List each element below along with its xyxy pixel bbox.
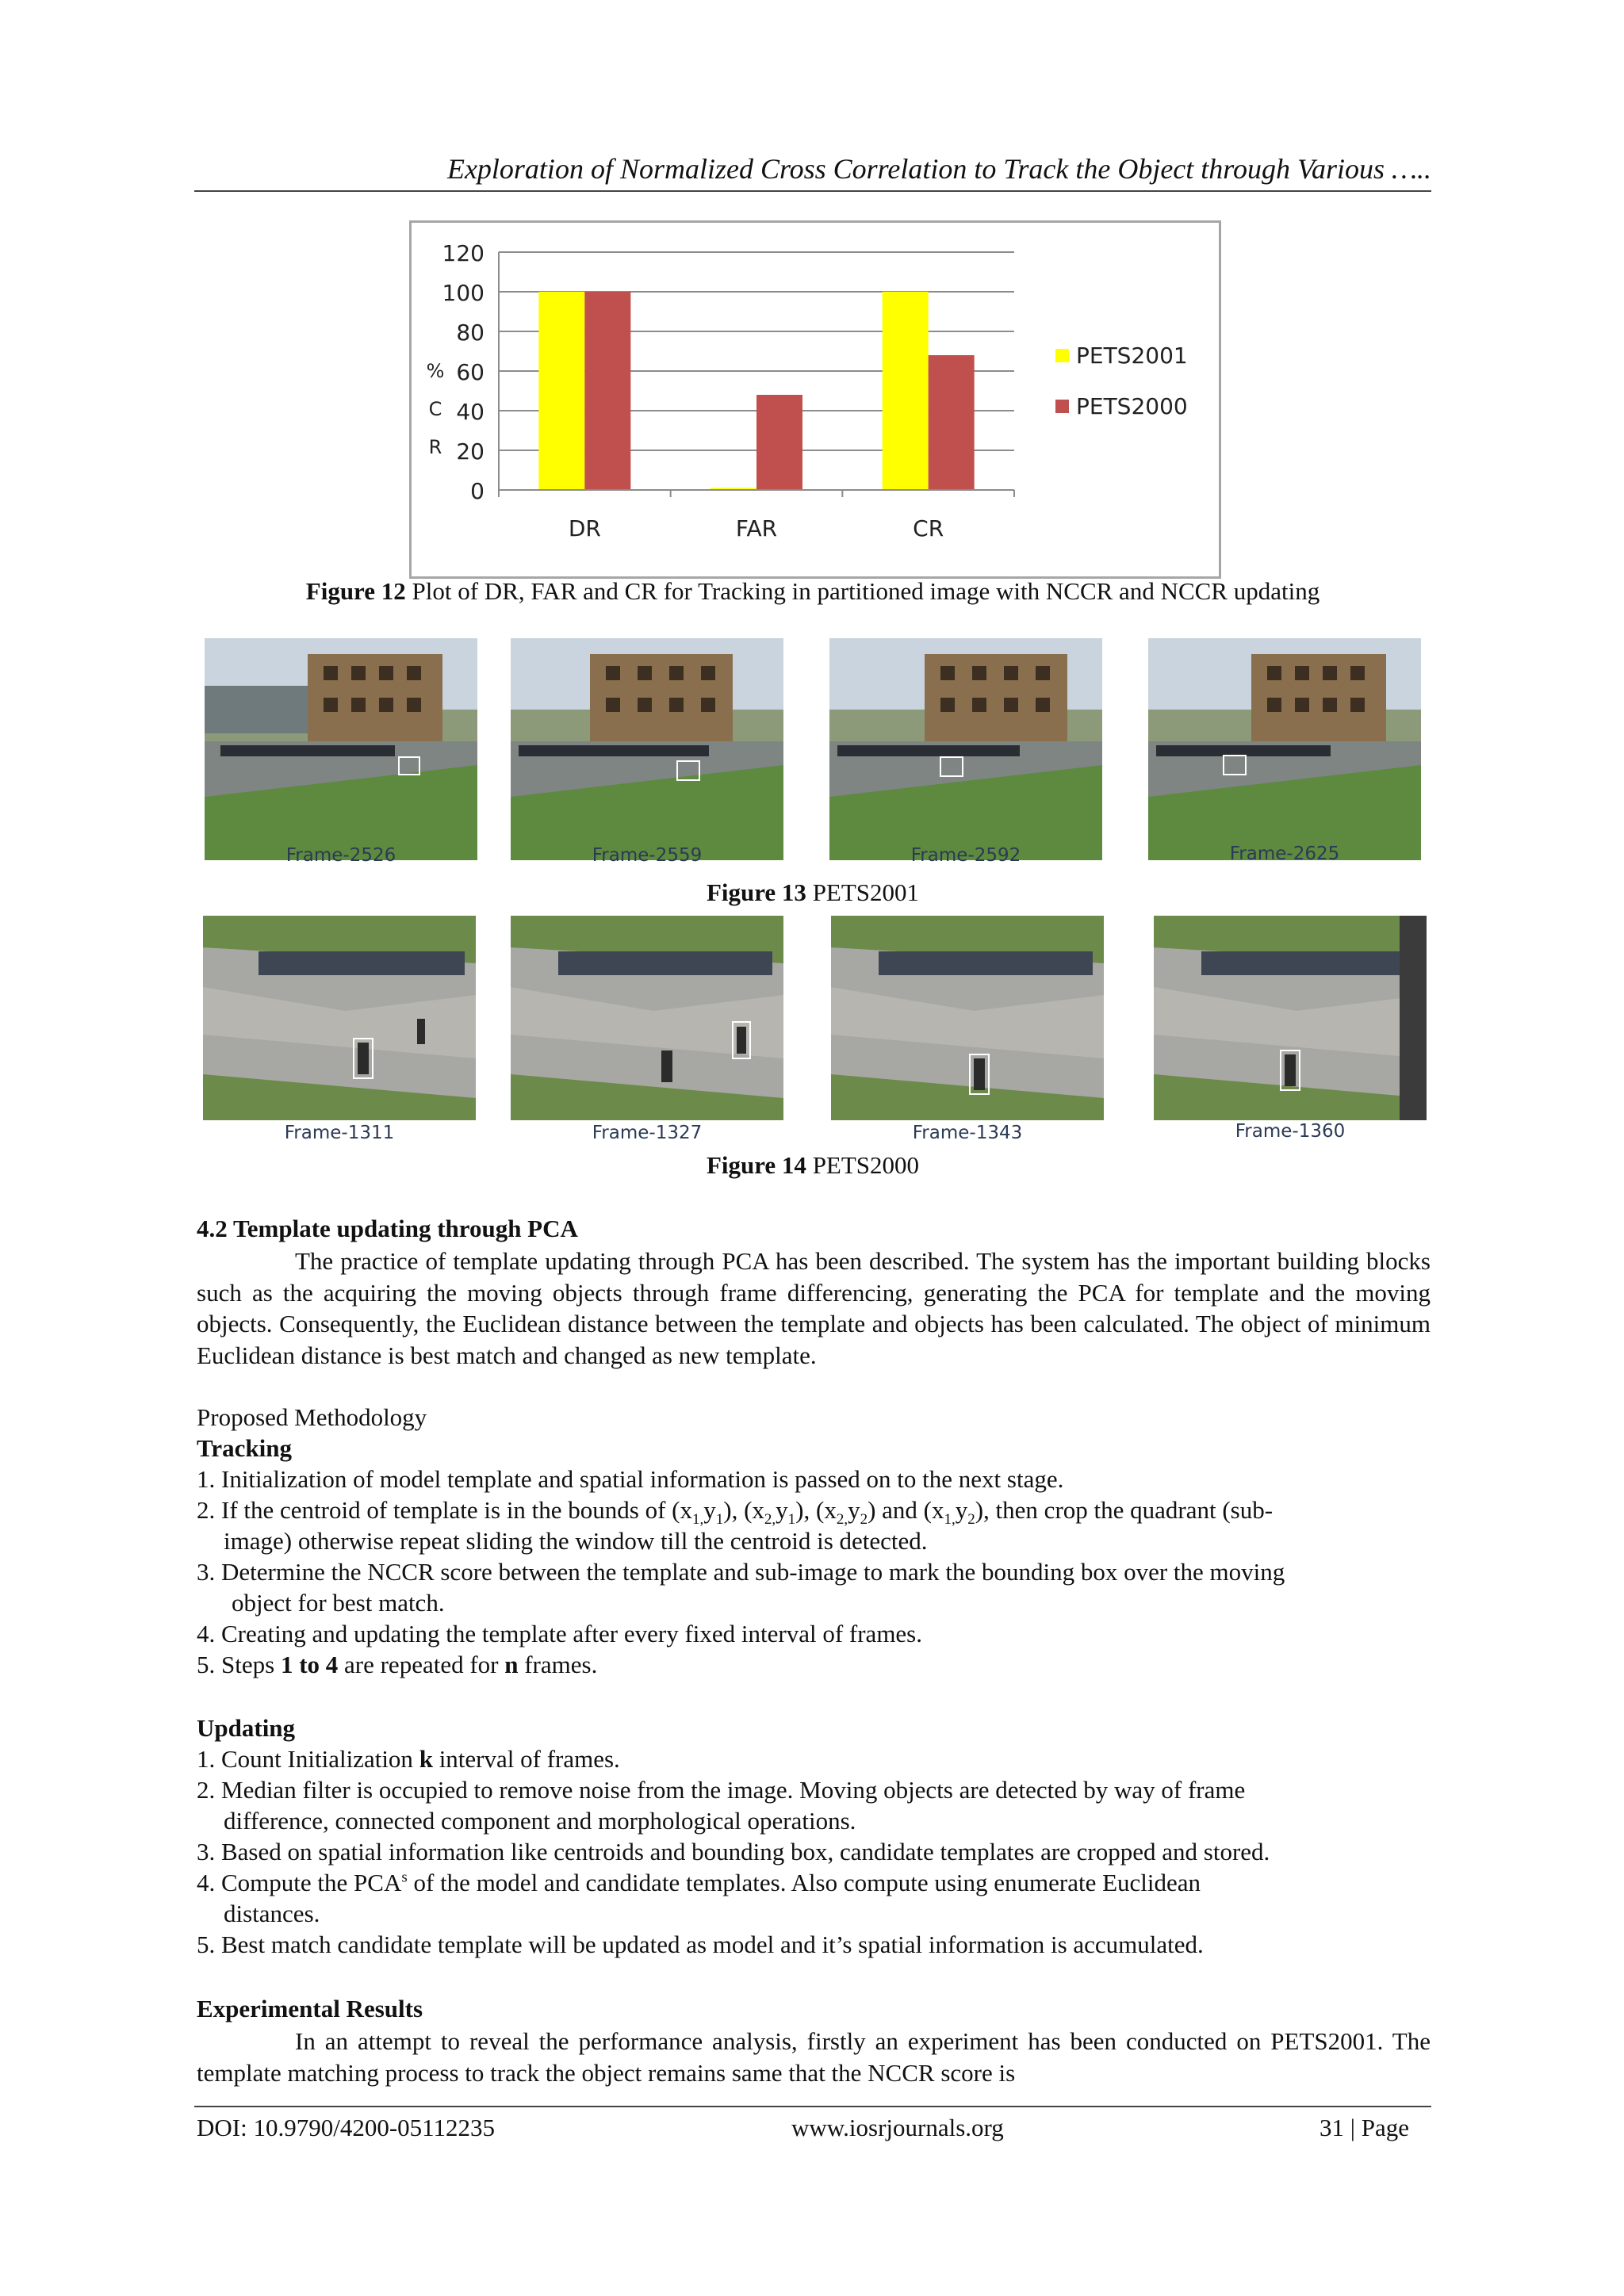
- running-header: Exploration of Normalized Cross Correlation to Track the Object through Various …..: [446, 153, 1431, 185]
- frame-label: Frame-2592: [910, 845, 1021, 866]
- tracking-step-3-cont: object for best match.: [232, 1589, 445, 1617]
- frame-label: Frame-1360: [1235, 1121, 1346, 1142]
- figure-12-caption: Figure 12 Plot of DR, FAR and CR for Tracking in partitioned image with NCCR and NCCR updating: [305, 577, 1320, 605]
- y-tick-label: 0: [470, 478, 485, 504]
- updating-step-5: 5. Best match candidate template will be updated as model and it’s spatial information is accumulated.: [197, 1931, 1204, 1958]
- frame-label: Frame-2526: [285, 845, 396, 866]
- pets2001-frame-image: [829, 638, 1102, 860]
- legend-label: PETS2000: [1076, 393, 1188, 419]
- results-paragraph: In an attempt to reveal the performance analysis, firstly an experiment has been conducted on PETS2001. The template matching process to track the object remains same that the NCCR score is: [197, 2027, 1431, 2087]
- pets2001-frame-image: [1148, 638, 1421, 860]
- x-tick-label: FAR: [735, 515, 778, 541]
- section-paragraph: The practice of template updating through PCA has been described. The system has the important building blocks such as the acquiring the moving objects through frame differencing, generating the PCA for template and the moving objects. Consequently, the Euclidean distance between the template and objects has been calculated. The object of minimum Euclidean distance is best match and changed as new template.: [197, 1247, 1431, 1369]
- frame-label: Frame-2625: [1229, 844, 1340, 864]
- updating-step-2-cont: difference, connected component and morphological operations.: [224, 1807, 856, 1835]
- frame-label: Frame-1343: [912, 1123, 1023, 1143]
- legend-label: PETS2001: [1076, 342, 1188, 369]
- updating-step-4-cont: distances.: [224, 1900, 320, 1927]
- tracking-step-2-cont: image) otherwise repeat sliding the window till the centroid is detected.: [224, 1527, 928, 1555]
- updating-step-1: 1. Count Initialization k interval of frames.: [197, 1745, 620, 1773]
- bar: [538, 292, 584, 490]
- y-axis-label: %: [426, 360, 445, 382]
- y-axis-label: C: [428, 398, 442, 420]
- tracking-step-3: 3. Determine the NCCR score between the template and sub-image to mark the bounding box over the moving: [197, 1558, 1285, 1586]
- footer-website: www.iosrjournals.org: [791, 2114, 1004, 2141]
- tracking-step-2: 2. If the centroid of template is in the bounds of $(x_{1,}y_1)$, $(x_{2,}y_1)$, $(x_{2,}y_2)$ and $(x_{1,}y_2)$, then crop the quadrant (sub-: [197, 1496, 1274, 1529]
- results-title: Experimental Results: [197, 1995, 423, 2022]
- pets2000-frame-image: [203, 916, 476, 1120]
- legend-swatch: [1055, 349, 1069, 362]
- updating-step-4: 4. Compute the PCA$^s$ of the model and candidate templates. Also compute using enumerate Euclidean: [197, 1869, 1201, 1896]
- footer-doi: DOI: 10.9790/4200-05112235: [197, 2114, 495, 2141]
- footer-rule: [194, 2106, 1431, 2107]
- y-tick-label: 60: [456, 359, 485, 385]
- figure-13-caption: Figure 13 PETS2001: [706, 878, 920, 906]
- y-axis-label: R: [428, 436, 442, 458]
- legend-swatch: [1055, 400, 1069, 413]
- tracking-step-4: 4. Creating and updating the template after every fixed interval of frames.: [197, 1620, 922, 1647]
- pets2000-frame-image: [831, 916, 1104, 1120]
- updating-title: Updating: [197, 1714, 296, 1742]
- y-tick-label: 120: [442, 240, 485, 266]
- y-tick-label: 20: [456, 438, 485, 465]
- header-rule: [194, 190, 1431, 192]
- frame-label: Frame-1327: [592, 1123, 703, 1143]
- methodology-heading: Proposed Methodology: [197, 1403, 427, 1431]
- figure-12-chart: [409, 220, 1221, 579]
- bar: [929, 355, 975, 490]
- pets2001-frame-image: [511, 638, 783, 860]
- frame-label: Frame-1311: [284, 1123, 395, 1143]
- updating-step-2: 2. Median filter is occupied to remove noise from the image. Moving objects are detected by way of frame: [197, 1776, 1246, 1804]
- tracking-step-1: 1. Initialization of model template and spatial information is passed on to the next stage.: [197, 1465, 1064, 1493]
- y-tick-label: 80: [456, 320, 485, 346]
- bar: [883, 292, 929, 490]
- tracking-step-5: 5. Steps 1 to 4 are repeated for n frames.: [197, 1651, 598, 1678]
- bar: [584, 292, 630, 490]
- section-title: 4.2 Template updating through PCA: [197, 1215, 578, 1242]
- pets2000-frame-image: [511, 916, 783, 1120]
- x-tick-label: CR: [913, 515, 944, 541]
- pets2001-frame-image: [205, 638, 477, 860]
- y-tick-label: 40: [456, 399, 485, 425]
- tracking-title: Tracking: [197, 1434, 292, 1462]
- bar: [756, 395, 802, 490]
- frame-label: Frame-2559: [592, 845, 703, 866]
- bar-chart-svg: [412, 223, 1219, 576]
- figure-14-caption: Figure 14 PETS2000: [706, 1151, 920, 1179]
- footer-page-number: 31 | Page: [1320, 2114, 1409, 2141]
- y-tick-label: 100: [442, 280, 485, 306]
- pets2000-frame-image: [1154, 916, 1427, 1120]
- x-tick-label: DR: [568, 515, 601, 541]
- updating-step-3: 3. Based on spatial information like centroids and bounding box, candidate templates are cropped and stored.: [197, 1838, 1270, 1866]
